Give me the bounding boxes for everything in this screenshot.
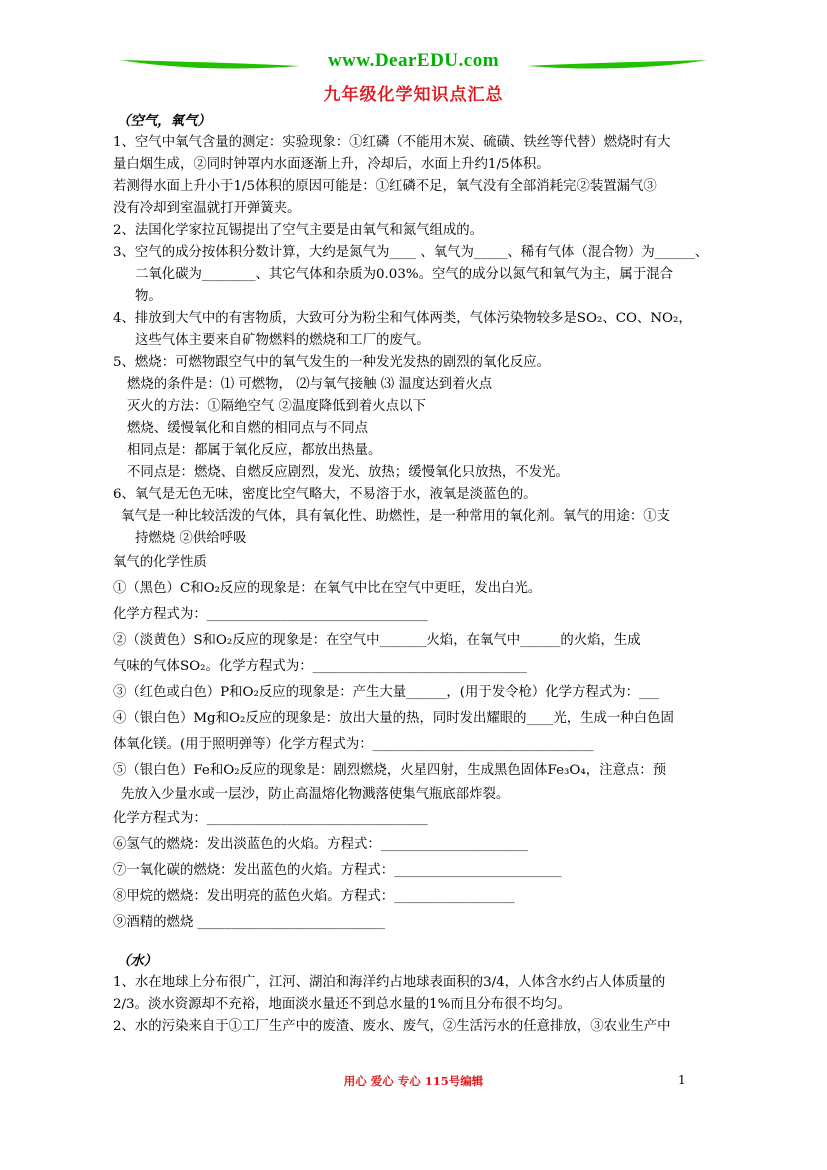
text-line: 燃烧、缓慢氧化和自燃的相同点与不同点 xyxy=(127,421,369,436)
text-line: 灭火的方法：①隔绝空气 ②温度降低到着火点以下 xyxy=(127,399,426,414)
text-line: 这些气体主要来自矿物燃料的燃烧和工厂的废气。 xyxy=(135,333,430,348)
text-line: 3、空气的成分按体积分数计算，大约是氮气为____ 、氧气为_____、稀有气体（混合物）为______、 xyxy=(113,245,709,260)
text-line: 持燃烧 ②供给呼吸 xyxy=(135,531,247,546)
text-line: ④（银白色）Mg和O₂反应的现象是：放出大量的热，同时发出耀眼的____光，生成一种白色固 xyxy=(113,711,674,726)
document-body xyxy=(113,110,723,1038)
text-line: 化学方程式为：_________________________________ xyxy=(113,607,428,622)
text-line: 2/3。淡水资源却不充裕，地面淡水量还不到总水量的1%而且分布很不均匀。 xyxy=(113,997,571,1012)
text-line: 燃烧的条件是：⑴ 可燃物， ⑵与氧气接触 ⑶ 温度达到着火点 xyxy=(127,377,493,392)
text-line: 物。 xyxy=(135,289,162,304)
page-number: 1 xyxy=(678,1073,686,1087)
site-url: www.DearEDU.com xyxy=(327,50,500,71)
section-heading: （空气，氧气） xyxy=(117,113,211,129)
text-line: 1、空气中氧气含量的测定：实验现象：①红磷（不能用木炭、硫磺、铁丝等代替）燃烧时有大 xyxy=(113,135,671,150)
text-line: 5、燃烧：可燃物跟空气中的氧气发生的一种发光发热的剧烈的氧化反应。 xyxy=(113,355,551,370)
text-line: 相同点是：都属于氧化反应，都放出热量。 xyxy=(127,443,382,458)
text-line: 氧气的化学性质 xyxy=(113,555,207,570)
text-line: 先放入少量水或一层沙，防止高温熔化物溅落使集气瓶底部炸裂。 xyxy=(121,787,510,802)
text-line: 4、排放到大气中的有害物质，大致可分为粉尘和气体两类，气体污染物较多是SO₂、CO、NO₂， xyxy=(113,311,692,326)
text-line: 化学方程式为：_________________________________ xyxy=(113,811,428,826)
text-line: ②（淡黄色）S和O₂反应的现象是：在空气中_______火焰，在氧气中______的火焰，生成 xyxy=(113,633,641,648)
page-title: 九年级化学知识点汇总 xyxy=(323,85,504,105)
page-footer: 用心 爱心 专心 115号编辑 xyxy=(343,1074,484,1088)
text-line: 量白烟生成，②同时钟罩内水面逐渐上升，冷却后，水面上升约1/5体积。 xyxy=(113,157,550,172)
text-line: ⑧甲烷的燃烧：发出明亮的蓝色火焰。方程式：__________________ xyxy=(113,889,515,904)
text-line: ①（黑色）C和O₂反应的现象是：在氧气中比在空气中更旺，发出白光。 xyxy=(113,581,542,596)
text-line: 若测得水面上升小于1/5体积的原因可能是：①红磷不足，氧气没有全部消耗完②装置漏气③ xyxy=(113,179,657,194)
text-line: 1、水在地球上分布很广，江河、湖泊和海洋约占地球表面积的3/4，人体含水约占人体质量的 xyxy=(113,975,666,990)
text-line: 氧气是一种比较活泼的气体，具有氧化性、助燃性，是一种常用的氧化剂。氧气的用途：①支 xyxy=(121,509,671,524)
text-line: 不同点是：燃烧、自燃反应剧烈，发光、放热；缓慢氧化只放热，不发光。 xyxy=(127,465,569,480)
text-line: 气味的气体SO₂。化学方程式为：________________________________ xyxy=(113,659,527,674)
text-line: ⑨酒精的燃烧 ____________________________ xyxy=(113,915,386,930)
text-line: ⑤（银白色）Fe和O₂反应的现象是：剧烈燃烧，火星四射，生成黑色固体Fe₃O₄，注意点：预 xyxy=(113,763,667,778)
text-line: 二氧化碳为________、其它气体和杂质为0.03%。空气的成分以氮气和氧气为主，属于混合 xyxy=(135,267,673,282)
text-line: 6、氧气是无色无味，密度比空气略大，不易溶于水，液氧是淡蓝色的。 xyxy=(113,487,537,502)
text-line: ⑦一氧化碳的燃烧：发出蓝色的火焰。方程式：_________________________ xyxy=(113,863,562,878)
text-line: 2、水的污染来自于①工厂生产中的废渣、废水、废气，②生活污水的任意排放，③农业生产中 xyxy=(113,1019,671,1034)
text-line: ⑥氢气的燃烧：发出淡蓝色的火焰。方程式：______________________ xyxy=(113,837,529,852)
text-line: 2、法国化学家拉瓦锡提出了空气主要是由氧气和氮气组成的。 xyxy=(113,223,484,238)
section-heading: （水） xyxy=(117,953,158,969)
text-line: ③（红色或白色）P和O₂反应的现象是：产生大量______，(用于发令枪）化学方程式为：___ xyxy=(113,685,660,700)
text-line: 没有冷却到室温就打开弹簧夹。 xyxy=(113,201,301,216)
text-line: 体氧化镁。(用于照明弹等）化学方程式为：_________________________________ xyxy=(113,737,594,752)
